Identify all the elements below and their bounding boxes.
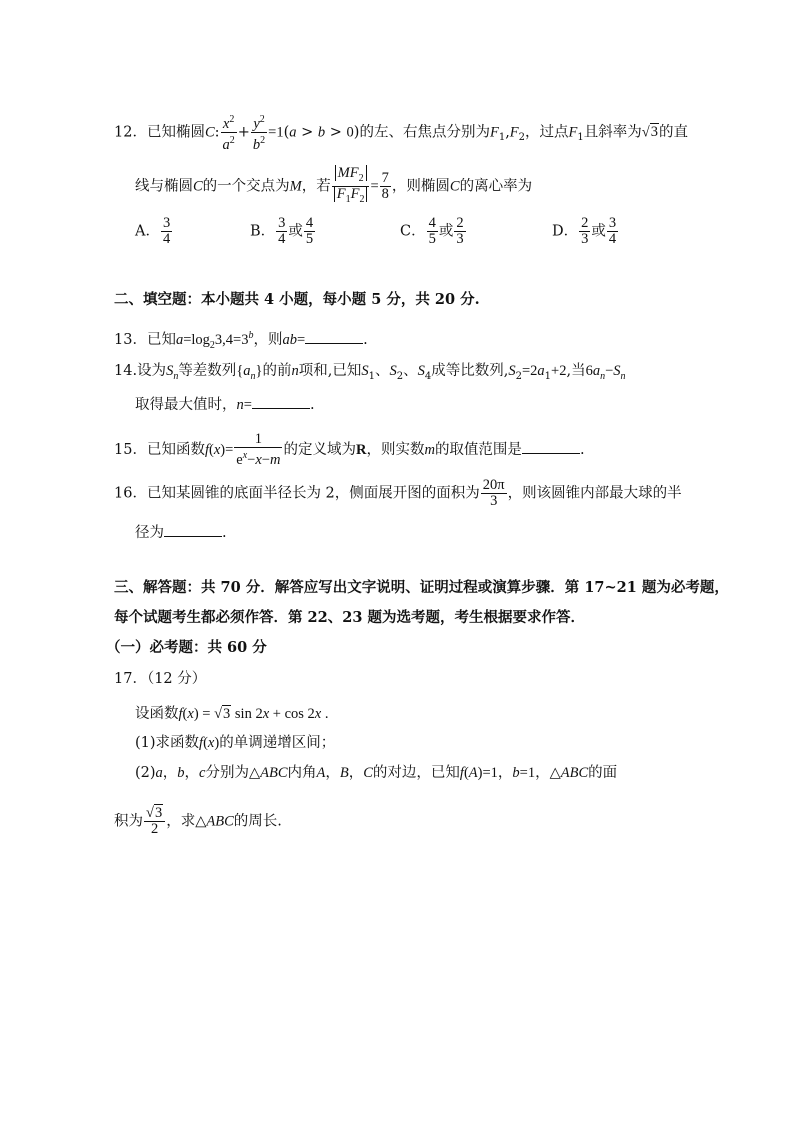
q16-line1: 16．已知某圆锥的底面半径长为 2，侧面展开图的面积为 $\frac{20\pi}{3}$ ，则该圆锥内部最大球的半 xyxy=(114,477,682,509)
q13-answer-blank[interactable] xyxy=(305,329,363,344)
q17-header: 17．（12 分） xyxy=(114,671,207,687)
q17-part1: (1)求函数f(x)的单调递增区间； xyxy=(135,735,336,751)
q15-answer-blank[interactable] xyxy=(522,439,580,454)
q16-line2: 径为 . xyxy=(135,522,227,543)
section3-heading-2: 每个试题考生都必须作答．第 22、23 题为选考题，考生根据要求作答． xyxy=(114,609,585,626)
q17-part2-cont: 积为 $\frac{√3}{2}$ ，求△ABC的周长. xyxy=(114,805,282,837)
q16-answer-blank[interactable] xyxy=(164,522,222,537)
q14-line2: 取得最大值时，n= . xyxy=(135,394,315,415)
q12-line1: 12．已知椭圆C: $\frac{x^2}{a^2}$ + $\frac{y^2}{b^2}$ =1(a > b > 0)的左、右焦点分别为$F_1,F_2$，过点$F_1$且斜率为√3的直 xyxy=(114,114,688,153)
q12-number: 12． xyxy=(114,124,147,141)
fraction-x2-a2: $\frac{x^2}{a^2}$ xyxy=(222,114,235,153)
section3-heading-1: 三、解答题：共 70 分．解答应写出文字说明、证明过程或演算步骤．第 17~21 题为必考题， xyxy=(114,579,729,596)
q14-answer-blank[interactable] xyxy=(252,394,310,409)
q12-option-c[interactable]: C． $\frac{4}{5}$ 或 $\frac{2}{3}$ xyxy=(400,215,464,247)
section3-subheading: （一）必考题：共 60 分 xyxy=(106,639,267,656)
fraction-q15: $\frac{1}{e^x-x-m}$ xyxy=(236,431,281,468)
q12-option-a[interactable]: A． $\frac{3}{4}$ xyxy=(135,215,171,247)
q13: 13．已知$a=\log_23,4=3^b$，则ab= . xyxy=(114,330,368,351)
fraction-mf2-f1f2: $\frac{MF_2}{F_1F_2}$ xyxy=(332,166,370,207)
q12-line2: 线与椭圆C的一个交点为M，若 $\frac{MF_2}{F_1F_2}$ = $\frac{7}{8}$ ，则椭圆C的离心率为 xyxy=(135,165,533,205)
fraction-7-8: $\frac{7}{8}$ xyxy=(381,169,389,202)
q17-part2: (2)a，b，c分别为△ABC内角A，B，C的对边，已知f(A)=1，b=1，△ABC的面 xyxy=(135,765,618,781)
q14-line1: 14.设为$S_n$等差数列$\{a_n\}$的前n项和,已知$S_1$、$S_2$、$S_4$成等比数列$,S_2=2a_1+2$,当$6a_n-S_n$ xyxy=(114,363,626,382)
q12-option-b[interactable]: B． $\frac{3}{4}$ 或 $\frac{4}{5}$ xyxy=(250,215,314,247)
q15: 15．已知函数f(x)= $\frac{1}{e^x-x-m}$ 的定义域为R，则实数m的取值范围是 . xyxy=(114,431,585,468)
fraction-20pi-3: $\frac{20\pi}{3}$ xyxy=(482,477,505,509)
section2-heading: 二、填空题：本小题共 4 小题，每小题 5 分，共 20 分. xyxy=(114,291,480,308)
fraction-y2-b2: $\frac{y^2}{b^2}$ xyxy=(252,114,266,153)
q12-option-d[interactable]: D． $\frac{2}{3}$ 或 $\frac{3}{4}$ xyxy=(552,215,617,247)
fraction-sqrt3-2: $\frac{√3}{2}$ xyxy=(144,806,165,837)
q17-setup: 设函数f(x) = √3 sin 2x + cos 2x . xyxy=(135,706,329,722)
